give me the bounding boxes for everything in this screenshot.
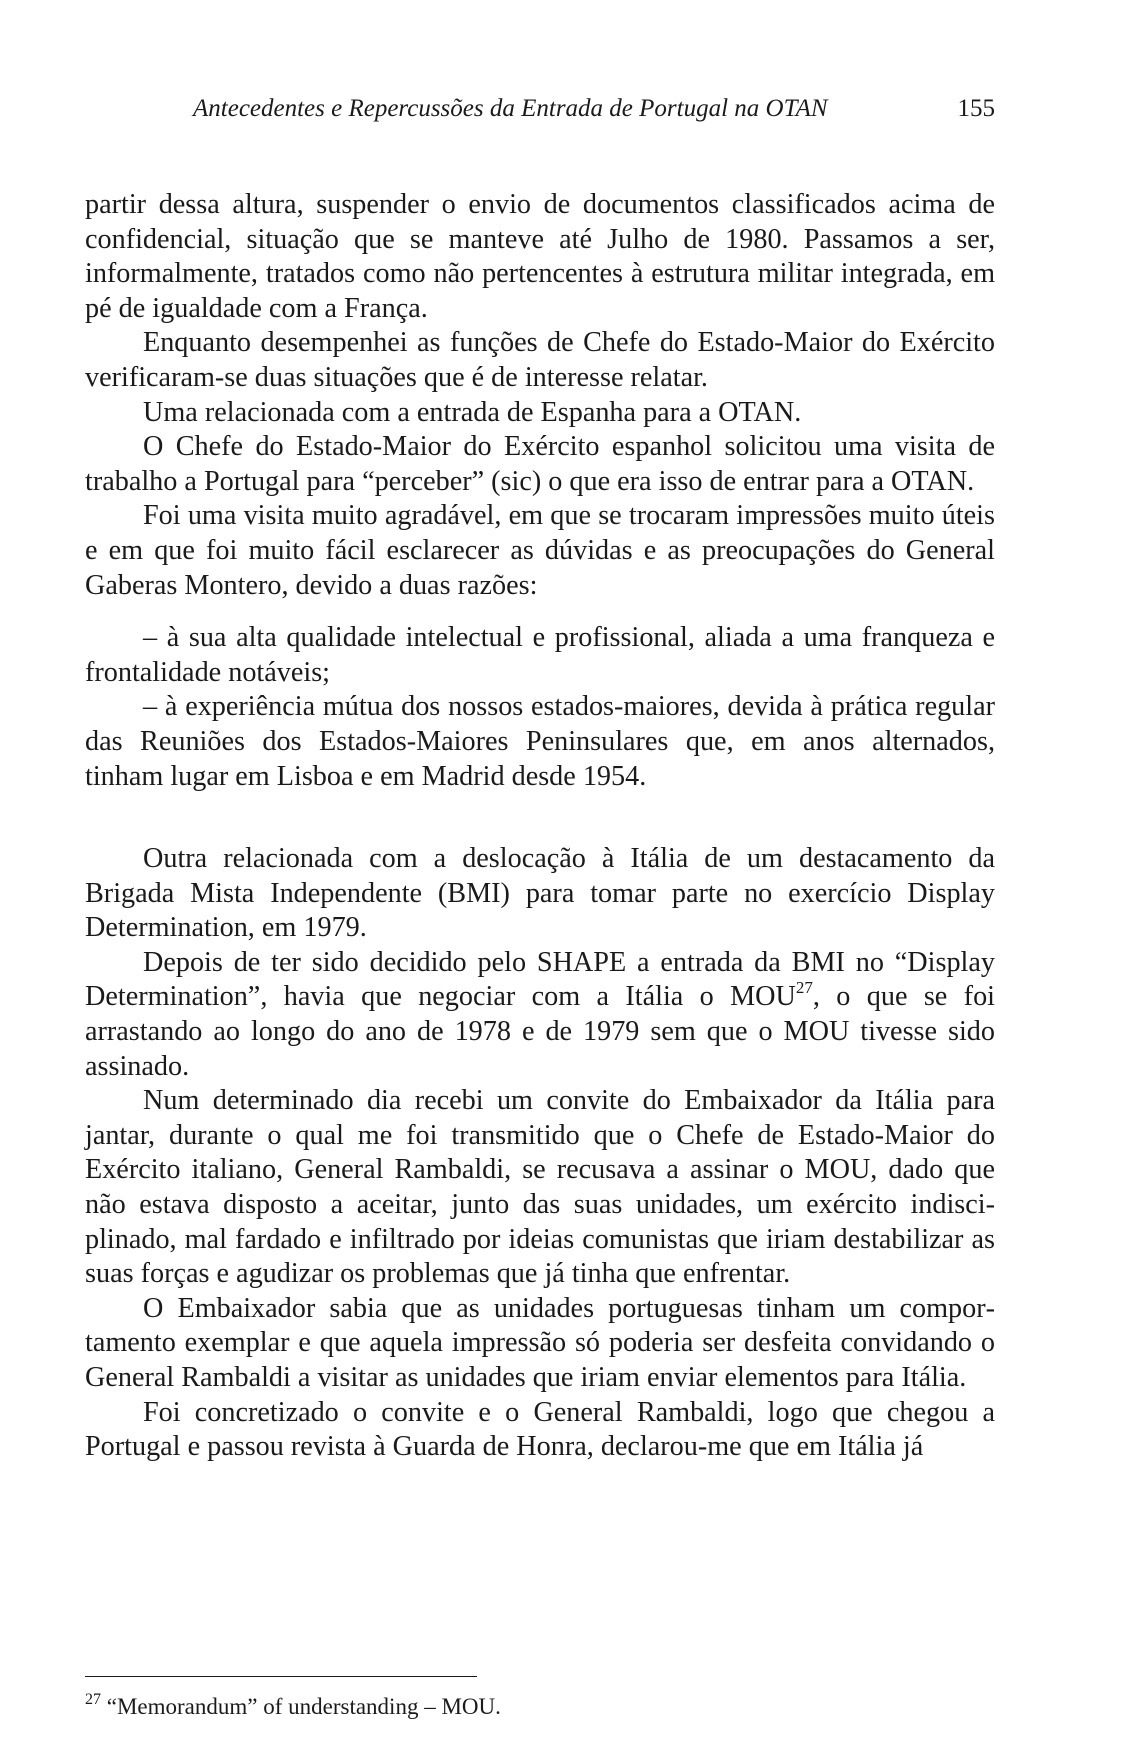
footnote-text: “Memorandum” of understanding – MOU. <box>101 1694 501 1719</box>
paragraph-5: Foi uma visita muito agradável, em que se trocaram impressões muito úteis e em que foi muito fácil esclarecer as dúvidas e as preocupações do General Gaberas Montero, devido a duas razões: <box>85 500 995 601</box>
list-item-2: – à experiência mútua dos nossos estados-maiores, devida à prática regular das Reuniões dos Estados-Maiores Peninsulares que, em anos alternados, tinham lugar em Lisboa e em Madrid desde 1954. <box>85 691 995 792</box>
list-item-1: – à sua alta qualidade intelectual e profissional, aliada a uma franqueza e frontalidade notáveis; <box>85 622 995 688</box>
book-page <box>85 0 995 1759</box>
paragraph-9: O Embaixador sabia que as unidades portuguesas tinham um comportamento exemplar e que aquela impressão só poderia ser desfeita convidando o General Rambaldi a visitar as unidades que iriam enviar elementos para Itália. <box>85 1292 995 1393</box>
paragraph-8: Num determinado dia recebi um convite do Embaixador da Itália para jantar, durante o qual me foi transmitido que o Chefe de Estado-Maior do Exército italiano, General Rambaldi, se recusava a assinar o MOU, dado que não estava disposto a aceitar, junto das suas unidades, um exército indisciplinado, mal fardado e infiltrado por ideias comunistas que iriam destabilizar as suas forças e agudizar os problemas que já tinha que enfrentar. <box>85 1085 995 1290</box>
paragraph-2: Enquanto desempenhei as funções de Chefe do Estado-Maior do Exército verificaram-se duas situações que é de interesse relatar. <box>85 327 995 393</box>
page-number: 155 <box>957 95 995 122</box>
paragraph-7-text-b: , o que se foi arrastando ao longo do ano de 1978 e de 1979 sem que o MOU tivesse sido assinado. <box>85 981 995 1082</box>
footnote-rule <box>85 1676 477 1677</box>
footnote <box>85 1692 995 1722</box>
paragraph-4: O Chefe do Estado-Maior do Exército espanhol solicitou uma visita de trabalho a Portugal para “perceber” (sic) o que era isso de entrar para a OTAN. <box>85 431 995 497</box>
footnote-reference: 27 <box>795 978 813 998</box>
running-title: Antecedentes e Repercussões da Entrada de Portugal na OTAN <box>193 95 828 122</box>
paragraph-10: Foi concretizado o convite e o General Rambaldi, logo que chegou a Portugal e passou revista à Guarda de Honra, declarou-me que em Itália já <box>85 1396 995 1463</box>
running-header <box>193 94 995 124</box>
body-text <box>85 188 995 1465</box>
paragraph-1: partir dessa altura, suspender o envio de documentos classificados acima de confidencial, situação que se manteve até Julho de 1980. Passamos a ser, informalmente, tratados como não pertencentes à estrutura militar integrada, em pé de igualdade com a França. <box>85 189 995 324</box>
paragraph-7 <box>85 946 995 1084</box>
paragraph-6: Outra relacionada com a deslocação à Itália de um destacamento da Brigada Mista Independente (BMI) para tomar parte no exercício Display Determination, em 1979. <box>85 843 995 944</box>
footnote-number: 27 <box>85 1691 101 1709</box>
paragraph-7-text-a: Depois de ter sido decidido pelo SHAPE a entrada da BMI no “Display Determination”, havia que negociar com a Itália o MOU <box>85 946 995 1013</box>
paragraph-3: Uma relacionada com a entrada de Espanha para a OTAN. <box>143 396 802 428</box>
